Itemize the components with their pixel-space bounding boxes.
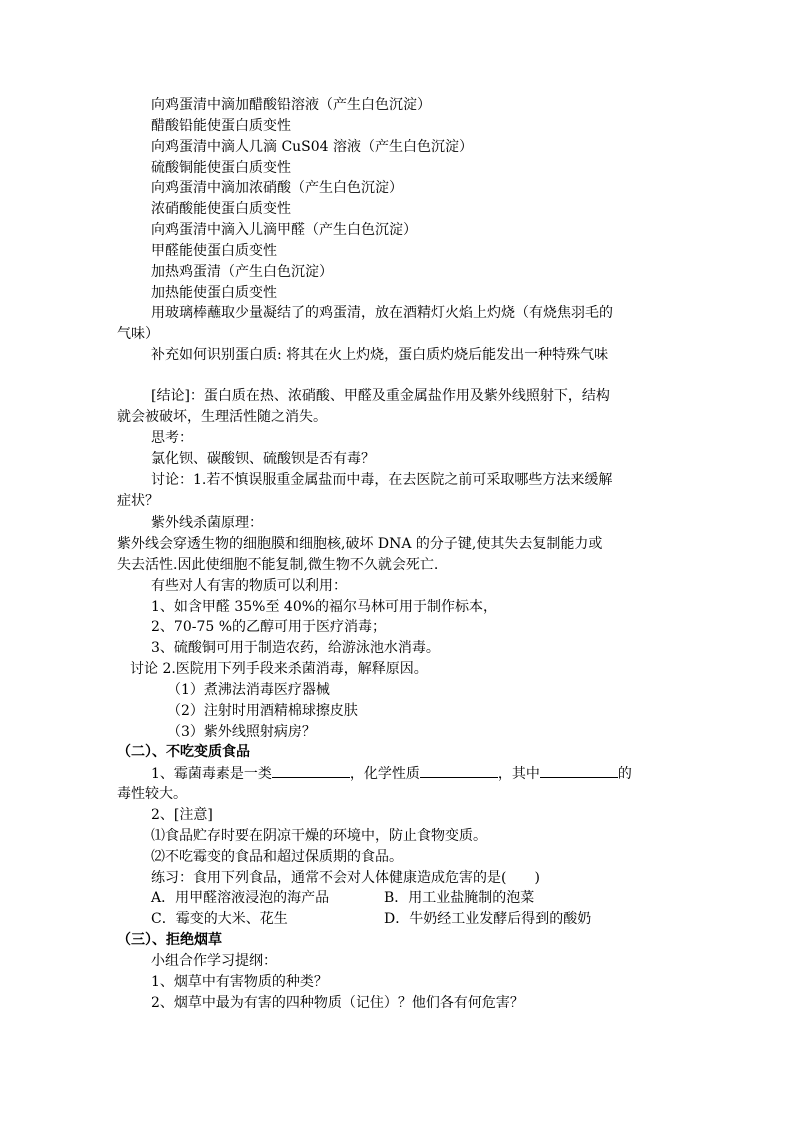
conclusion-nitric-acid: 浓硝酸能使蛋白质变性 (151, 201, 291, 217)
experiment-formaldehyde: 向鸡蛋清中滴入儿滴甲醛（产生白色沉淀） (151, 222, 417, 238)
uv-principle-line2: 失去活性.因此使细胞不能复制,微生物不久就会死亡. (117, 557, 439, 573)
note-item-1: ⑴食品贮存时要在阴凉干燥的环境中，防止食物变质。 (151, 828, 487, 844)
useful-item-3: 3、硫酸铜可用于制造农药，给游泳池水消毒。 (151, 640, 440, 656)
discussion2-item-2: （2）注射时用酒精棉球擦皮肤 (167, 703, 358, 719)
answer-blank-2[interactable] (420, 763, 498, 778)
experiment-copper-sulfate: 向鸡蛋清中滴人几滴 CuS04 溶液（产生白色沉淀） (151, 139, 474, 155)
option-a: A．用甲醛溶液浸泡的海产品 (151, 890, 330, 906)
experiment-burn-line1: 用玻璃棒蘸取少量凝结了的鸡蛋清，放在酒精灯火焰上灼烧（有烧焦羽毛的 (151, 305, 613, 321)
uv-principle-heading: 紫外线杀菌原理： (151, 515, 263, 531)
exercise-question-text: 练习：食用下列食品，通常不会对人体健康造成危害的是( (151, 870, 507, 886)
useful-item-1: 1、如含甲醛 35%至 40%的福尔马林可用于制作标本， (151, 599, 498, 615)
conclusion-formaldehyde: 甲醛能使蛋白质变性 (151, 243, 277, 259)
experiment-burn-line2: 气味） (117, 326, 159, 342)
experiment-lead-acetate: 向鸡蛋清中滴加醋酸铅溶液（产生白色沉淀） (151, 97, 431, 113)
conclusion-line1: [结论]：蛋白质在热、浓硝酸、甲醛及重金属盐作用及紫外线照射下，结构 (151, 388, 610, 404)
conclusion-copper-sulfate: 硫酸铜能使蛋白质变性 (151, 160, 291, 176)
think-label: 思考： (151, 430, 193, 446)
mycotoxin-question-line2: 毒性较大。 (117, 786, 187, 802)
discussion1-line1: 讨论：1.若不慎误服重金属盐而中毒，在去医院之前可采取哪些方法来缓解 (151, 472, 613, 488)
section-heading-2: （二）、不吃变质食品 (117, 744, 250, 760)
uv-principle-line1: 紫外线会穿透生物的细胞膜和细胞核,破坏 DNA 的分子键,使其失去复制能力或 (117, 536, 603, 552)
mycotoxin-text-4: 的 (617, 766, 632, 782)
note-heading: 2、[注意] (151, 807, 213, 823)
discussion2-heading: 讨论 2.医院用下列手段来杀菌消毒，解释原因。 (130, 661, 428, 677)
useful-item-2: 2、70-75 %的乙醇可用于医疗消毒； (151, 619, 387, 635)
section-heading-3: （三）、拒绝烟草 (117, 932, 222, 948)
group-outline-heading: 小组合作学习提纲： (151, 953, 277, 969)
think-question: 氯化钡、碳酸钡、硫酸钡是否有毒？ (151, 451, 375, 467)
discussion2-item-3: （3）紫外线照射病房？ (167, 724, 316, 740)
answer-blank-1[interactable] (272, 763, 350, 778)
conclusion-line2: 就会被破坏，生理活性随之消失。 (117, 409, 327, 425)
exercise-question (151, 868, 540, 889)
discussion1-line2: 症状？ (117, 493, 159, 509)
useful-harmful-heading: 有些对人有害的物质可以利用： (151, 578, 347, 594)
mycotoxin-text-1: 1、霉菌毒素是一类 (151, 766, 272, 782)
conclusion-heat: 加热能使蛋白质变性 (151, 285, 277, 301)
group-outline-item-2: 2、烟草中最为有害的四种物质（记住）？他们各有何危害？ (151, 995, 524, 1011)
group-outline-item-1: 1、烟草中有害物质的种类？ (151, 974, 328, 990)
mycotoxin-text-3: ，其中 (497, 766, 540, 782)
mycotoxin-text-2: ，化学性质 (349, 766, 420, 782)
answer-blank-3[interactable] (540, 763, 618, 778)
note-item-2: ⑵不吃霉变的食品和超过保质期的食品。 (151, 849, 403, 865)
exercise-question-close: ) (534, 870, 540, 886)
conclusion-lead-acetate: 醋酸铅能使蛋白质变性 (151, 118, 291, 134)
option-c: C．霉变的大米、花生 (151, 911, 288, 927)
supplement-identify-protein: 补充如何识别蛋白质: 将其在火上灼烧，蛋白质灼烧后能发出一种特殊气味 (151, 347, 609, 363)
experiment-nitric-acid: 向鸡蛋清中滴加浓硝酸（产生白色沉淀） (151, 180, 403, 196)
option-d: D．牛奶经工业发酵后得到的酸奶 (384, 911, 592, 927)
mycotoxin-question (151, 763, 632, 785)
discussion2-item-1: （1）煮沸法消毒医疗器械 (167, 682, 330, 698)
option-b: B．用工业盐腌制的泡菜 (384, 890, 535, 906)
experiment-heat: 加热鸡蛋清（产生白色沉淀） (151, 264, 333, 280)
